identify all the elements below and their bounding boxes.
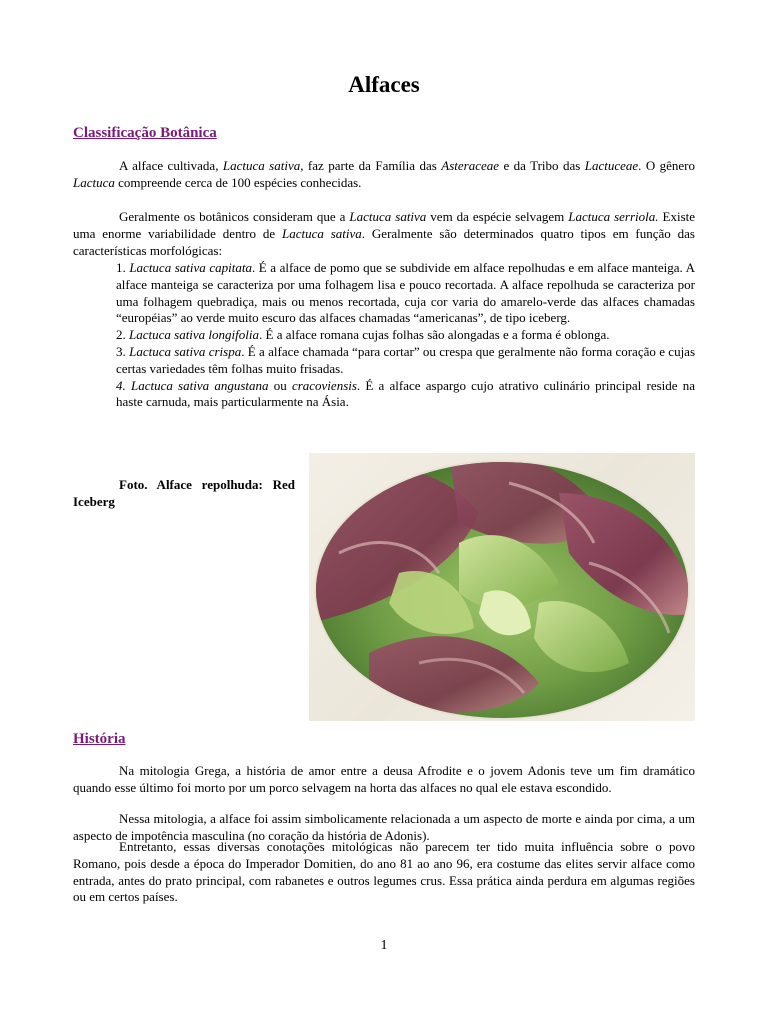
- paragraph-historia-1: Na mitologia Grega, a história de amor entre a deusa Afrodite e o jovem Adonis teve um fim dramático quando esse último foi morto por um porco selvagem na horta das alfaces no qual ele estava escondido.: [73, 763, 695, 795]
- page-title: Alfaces: [348, 72, 420, 97]
- italic-term: Lactuca sativa capitata: [129, 260, 252, 275]
- italic-term: Lactuca: [73, 174, 115, 190]
- paragraph-historia-3: Entretanto, essas diversas conotações mitológicas não parecem ter tido muita influência sobre o povo Romano, pois desde a época do Imperador Domitien, do ano 81 ao ano 96, era costume das elites servir alface como entrada, antes do prato principal, com rabanetes e outros legumes crus. Essa prática ainda perdura em algumas regiões ou em certos países.: [73, 839, 695, 905]
- section-heading-classificacao: Classificação Botânica: [73, 125, 217, 141]
- paragraph-classificacao-1: A alface cultivada, Lactuca sativa, faz parte da Família das Asteraceae e da Tribo das Lactuceae. O gênero Lactuca compreende cerca de 100 espécies conhecidas.: [73, 158, 696, 190]
- section-heading-historia: História: [73, 731, 126, 747]
- list-item: 4. Lactuca sativa angustana ou cracoviensis. É a alface aspargo cujo atrativo culinário principal reside na haste carnuda, mais particularmente na Ásia.: [116, 377, 696, 410]
- italic-term: Lactuca sativa crispa: [129, 343, 242, 359]
- page-number: 1: [380, 938, 388, 953]
- italic-term: Lactuca sativa longifolia: [129, 327, 259, 343]
- lettuce-illustration: [309, 453, 695, 721]
- italic-term: Lactuca sativa: [282, 225, 362, 241]
- photo-caption: Foto. Alface repolhuda: Red Iceberg: [73, 477, 295, 509]
- lettuce-photo: [309, 453, 695, 721]
- list-item: 1. Lactuca sativa capitata. É a alface de pomo que se subdivide em alface repolhudas e em alface manteiga. A alface manteiga se caracteriza por uma folhagem lisa e pouco recortada. A alface repolhuda se caracteriza por uma folhagem quebradiça, mais ou menos recortada, cuja cor varia do amarelo-verde das alfaces chamadas “européias” ao verde muito escuro das alfaces chamadas “americanas”, de tipo iceberg.: [116, 260, 696, 326]
- italic-term: Lactuca serriola.: [568, 209, 659, 224]
- italic-term: Lactuca sativa: [222, 158, 301, 173]
- list-item: 3. Lactuca sativa crispa. É a alface chamada “para cortar” ou crespa que geralmente não forma coração e cujas certas variedades têm folhas muito frisadas.: [116, 343, 696, 376]
- italic-term: Lactuca sativa: [349, 209, 427, 224]
- italic-term: Asteraceae: [441, 158, 500, 173]
- paragraph-historia-2: Nessa mitologia, a alface foi assim simbolicamente relacionada a um aspecto de morte e ainda por cima, a um aspecto de impotência masculina (no coração da história de Adonis).: [73, 811, 695, 843]
- italic-term: cracoviensis: [291, 377, 357, 393]
- document-page: [73, 0, 695, 1024]
- italic-term: 4. Lactuca sativa angustana: [116, 377, 269, 393]
- types-list: [116, 260, 695, 411]
- list-item: 2. Lactuca sativa longifolia. É a alface romana cujas folhas são alongadas e a forma é oblonga.: [116, 327, 610, 343]
- paragraph-classificacao-2: Geralmente os botânicos consideram que a Lactuca sativa vem da espécie selvagem Lactuca serriola. Existe uma enorme variabilidade dentro de Lactuca sativa. Geralmente são determinados quatro tipos em função das características morfológicas:: [73, 209, 696, 258]
- italic-term: Lactuceae: [584, 158, 639, 173]
